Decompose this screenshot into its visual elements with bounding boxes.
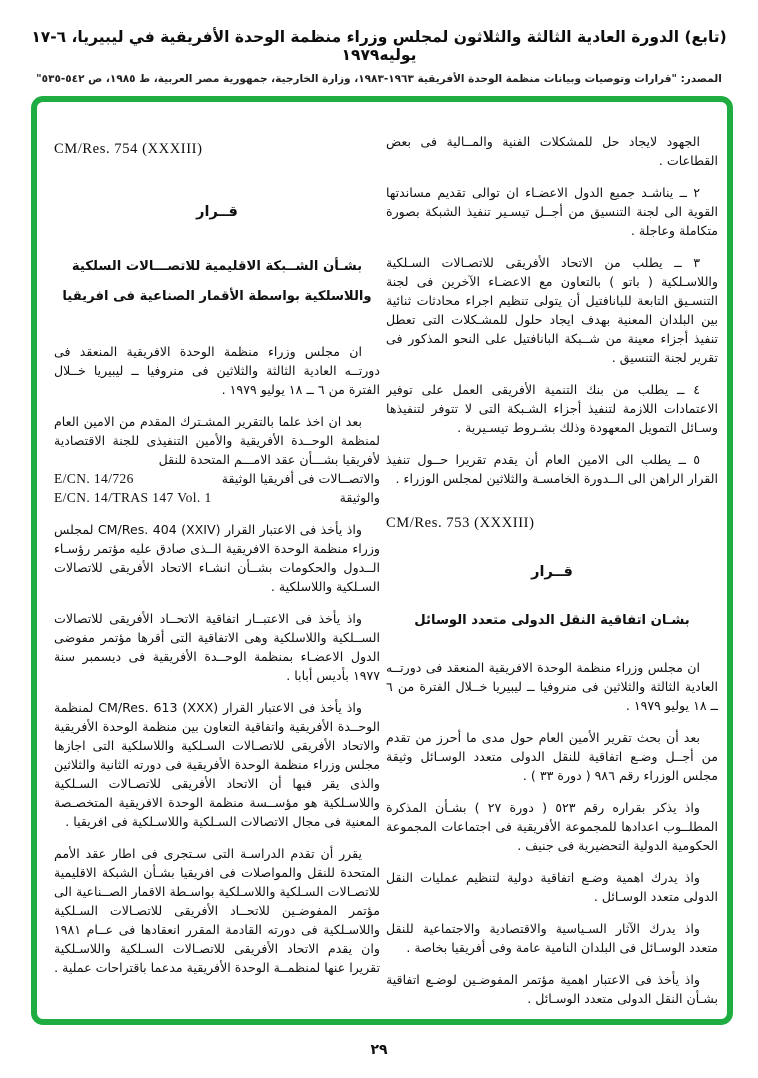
paragraph-joint-report-text: بعد ان اخذ علما بالتقرير المشـترك المقدم من الامين العام لمنظمة الوحــدة الأفريقية والأمين التنفيذى للجنة الاقتصادية لأفريقيا بشـــأن عقد الامـــم المتحدة للنقل <box>54 414 380 467</box>
paragraph-session: ان مجلس وزراء منظمة الوحدة الافريقية المنعقد فى دورتــه العادية الثالثة والثلاثين فى منروفيا ــ ليبيريا خــلال الفترة من ٦ ــ ١٨ يوليو ١٩٧٩ . <box>54 344 380 397</box>
resolution-ref-753: CM/Res. 753 (XXXIII) <box>386 515 535 531</box>
paragraph-preamble-1: ان مجلس وزراء منظمة الوحدة الافريقية المنعقد فى دورتــه العادية الثالثة والثلاثين فى منروفيا ــ ليبيريا خــلال الفترة من ٦ ــ ١٨ يوليو ١٩٧٩ . <box>386 660 718 713</box>
header-source-line: المصدر: "قرارات وتوصيات وبيانات منظمة الوحدة الأفريقية ١٩٦٣-١٩٨٣، وزارة الخارجية، جمهورية مصر العربية، ط ١٩٨٥، ص ٥٤٢-٥٣٥" <box>36 73 722 85</box>
paragraph-preamble-3: واذ يذكر بقراره رقم ٥٢٣ ( دورة ٢٧ ) بشـأن المذكرة المطلــوب اعدادها للمجموعة الأفريقية فى اجتماعات المجموعة الحكومية الدولية التحضيرية فى جنيف . <box>386 800 718 853</box>
decree-heading: قــرار <box>196 204 238 220</box>
paragraph-item-5: ٥ ــ يطلب الى الامين العام أن يقدم تقريرا حــول تنفيذ القرار الراهن الى الــدورة الخامسـة والثلاثين لمجلس الوزراء . <box>386 452 718 486</box>
page-header <box>0 28 758 85</box>
doc-ref-line-2 <box>54 488 380 507</box>
paragraph-preamble-6: واذ يأخذ فى الاعتبار اهمية مؤتمر المفوضـين لوضـع اتفاقية بشـأن النقل الدولى متعدد الوسـائل . <box>386 972 718 1006</box>
column-right <box>386 132 718 1016</box>
section-title-transport: بشـان اتفاقية النقل الدولى متعدد الوسائل <box>414 613 690 628</box>
paragraph-preamble-2: بعد أن بحث تقرير الأمين العام حول مدى ما أحرز من تقدم من أجــل وضـع اتفاقية للنقل الدولى متعدد الوسـائل وثيقة مجلس الوزراء رقم ٩٨٦ ( دورة ٣٣ ) . <box>386 730 718 783</box>
header-title: (تابع) الدورة العادية الثالثة والثلاثون لمجلس وزراء منظمة الوحدة الأفريقية في ليبيريا، ٦-١٧ يوليه١٩٧٩ <box>31 28 727 64</box>
paragraph-preamble-5: واذ يدرك الآثار السـياسية والاقتصادية والاجتماعية للنقل متعدد الوسـائل فى البلدان النامية عامة وفى أفريقيا بخاصة . <box>386 921 718 955</box>
doc-ref-arabic: والاتصــالات فى أفريقيا الوثيقة <box>221 471 380 486</box>
paragraph-decides: يقرر أن تقدم الدراسـة التى سـتجرى فى اطار عقد الأمم المتحدة للنقل والمواصلات فى افريقيا بشـأن الشبكة الاقليمية للاتصـالات السـلكية واللاسـلكية بواسـطة الاقمار الصــناعية الى مؤتمر المفوضـين للاتحــاد الأفريقى للاتصـالات السـلكية واللاسـلكية فى دورته القادمة المقرر انعقادها فى عــام ١٩٨١ وان يقدم الاتحاد الأفريقى للاتصـالات السـلكية واللاسـلكية تقريرا عنها لمنظمــة الوحدة الأفريقية مدعما باقتراحات عملية . <box>54 846 380 975</box>
decree-heading: قــرار <box>531 564 573 580</box>
section-title-telecom-network: بشـأن الشــبكة الاقليمية للاتصـــالات السلكية واللاسلكية بواسطة الأقمار الصناعية فى افريقيا <box>62 259 372 304</box>
page-number: ٢٩ <box>370 1042 388 1058</box>
doc-ref-number: E/CN. 14/TRAS 147 Vol. 1 <box>54 490 212 505</box>
paragraph-considering-res-404: واذ يأخذ فى الاعتبار القرار CM/Res. 404 (XXIV) لمجلس وزراء منظمة الوحدة الافريقية الــذى صادق عليه مؤتمر رؤسـاء الــدول والحكومات بشــأن انشـاء الاتحاد الأفريقى للاتصالات السـلكية واللاسلكية . <box>54 522 380 594</box>
column-left <box>54 140 380 1016</box>
doc-ref-line-1 <box>54 469 380 488</box>
paragraph-considering-convention: واذ يأخذ فى الاعتبــار اتفاقية الاتحــاد الأفريقى للاتصالات الســلكية واللاسلكية وهى الاتفاقية التى أقرها مؤتمر مفوضى الدول الاعضـاء بمنظمة الوحــدة الأفريقية فى ديسمبر سنة ١٩٧٧ بأديس أبابا . <box>54 611 380 683</box>
doc-ref-number: E/CN. 14/726 <box>54 471 134 486</box>
paragraph-item-4: ٤ ــ يطلب من بنك التنمية الأفريقى العمل على توفير الاعتمادات اللازمة لتنفيذ أجزاء الشـبكة التى لا تتوفر لتنفيذها وسـائل التمويل المعهودة وذلك بشـروط تيسـيرية . <box>386 382 718 435</box>
paragraph-joint-report <box>54 412 380 507</box>
paragraph-continuation: الجهود لايجاد حل للمشكلات الفنية والمــالية فى بعض القطاعات . <box>386 134 718 168</box>
doc-ref-arabic: والوثيقة <box>339 490 380 505</box>
paragraph-item-3: ٣ ــ يطلب من الاتحاد الأفريقى للاتصـالات السـلكية واللاسـلكية ( باتو ) بالتعاون مع الاعضـاء الآخرين فى لجنة التنسـيق التابعة للبانافتيل أن يتولى تنظيم اجراء محادثات ثنائية بين البلدان المعنية بهدف ايجاد حلول للمشـكلات التى تعطل تنفيذ أجزاء معينة من شــبكة البانافتيل على النحو المذكور فى تقرير لجنة التنسيق . <box>386 255 718 365</box>
resolution-ref-754: CM/Res. 754 (XXXIII) <box>54 141 203 157</box>
paragraph-considering-res-613: واذ يأخذ فى الاعتبار القرار CM/Res. 613 (XXX) لمنظمة الوحــدة الأفريقية واتفاقية التعاون بين منظمة الوحدة الأفريقية والاتحاد الأفريقى للاتصـالات السـلكية واللاسلكية التى اجازها مجلس وزراء منظمة الوحدة الأفريقية فى دورته الثانية والثلاثين والذى يقر فيها أن الاتحاد الأفريقى للاتصـالات السـلكية واللاسـلكية هو مؤســسة منظمة الوحدة الافريقية المتخصـصة المعنية فى مجال الاتصالات السـلكية واللاسـلكية فى افريقيا . <box>54 700 380 829</box>
paragraph-preamble-4: واذ يدرك اهمية وضـع اتفاقية دولية لتنظيم عمليات النقل الدولى متعدد الوسـائل . <box>386 870 718 904</box>
paragraph-item-2: ٢ ــ يناشـد جميع الدول الاعضـاء ان توالى تقديم مساندتها القوية الى لجنة التنسيق من أجــل تيسـير تنفيذ الشبكة بصورة متكاملة وعاجلة . <box>386 185 718 238</box>
